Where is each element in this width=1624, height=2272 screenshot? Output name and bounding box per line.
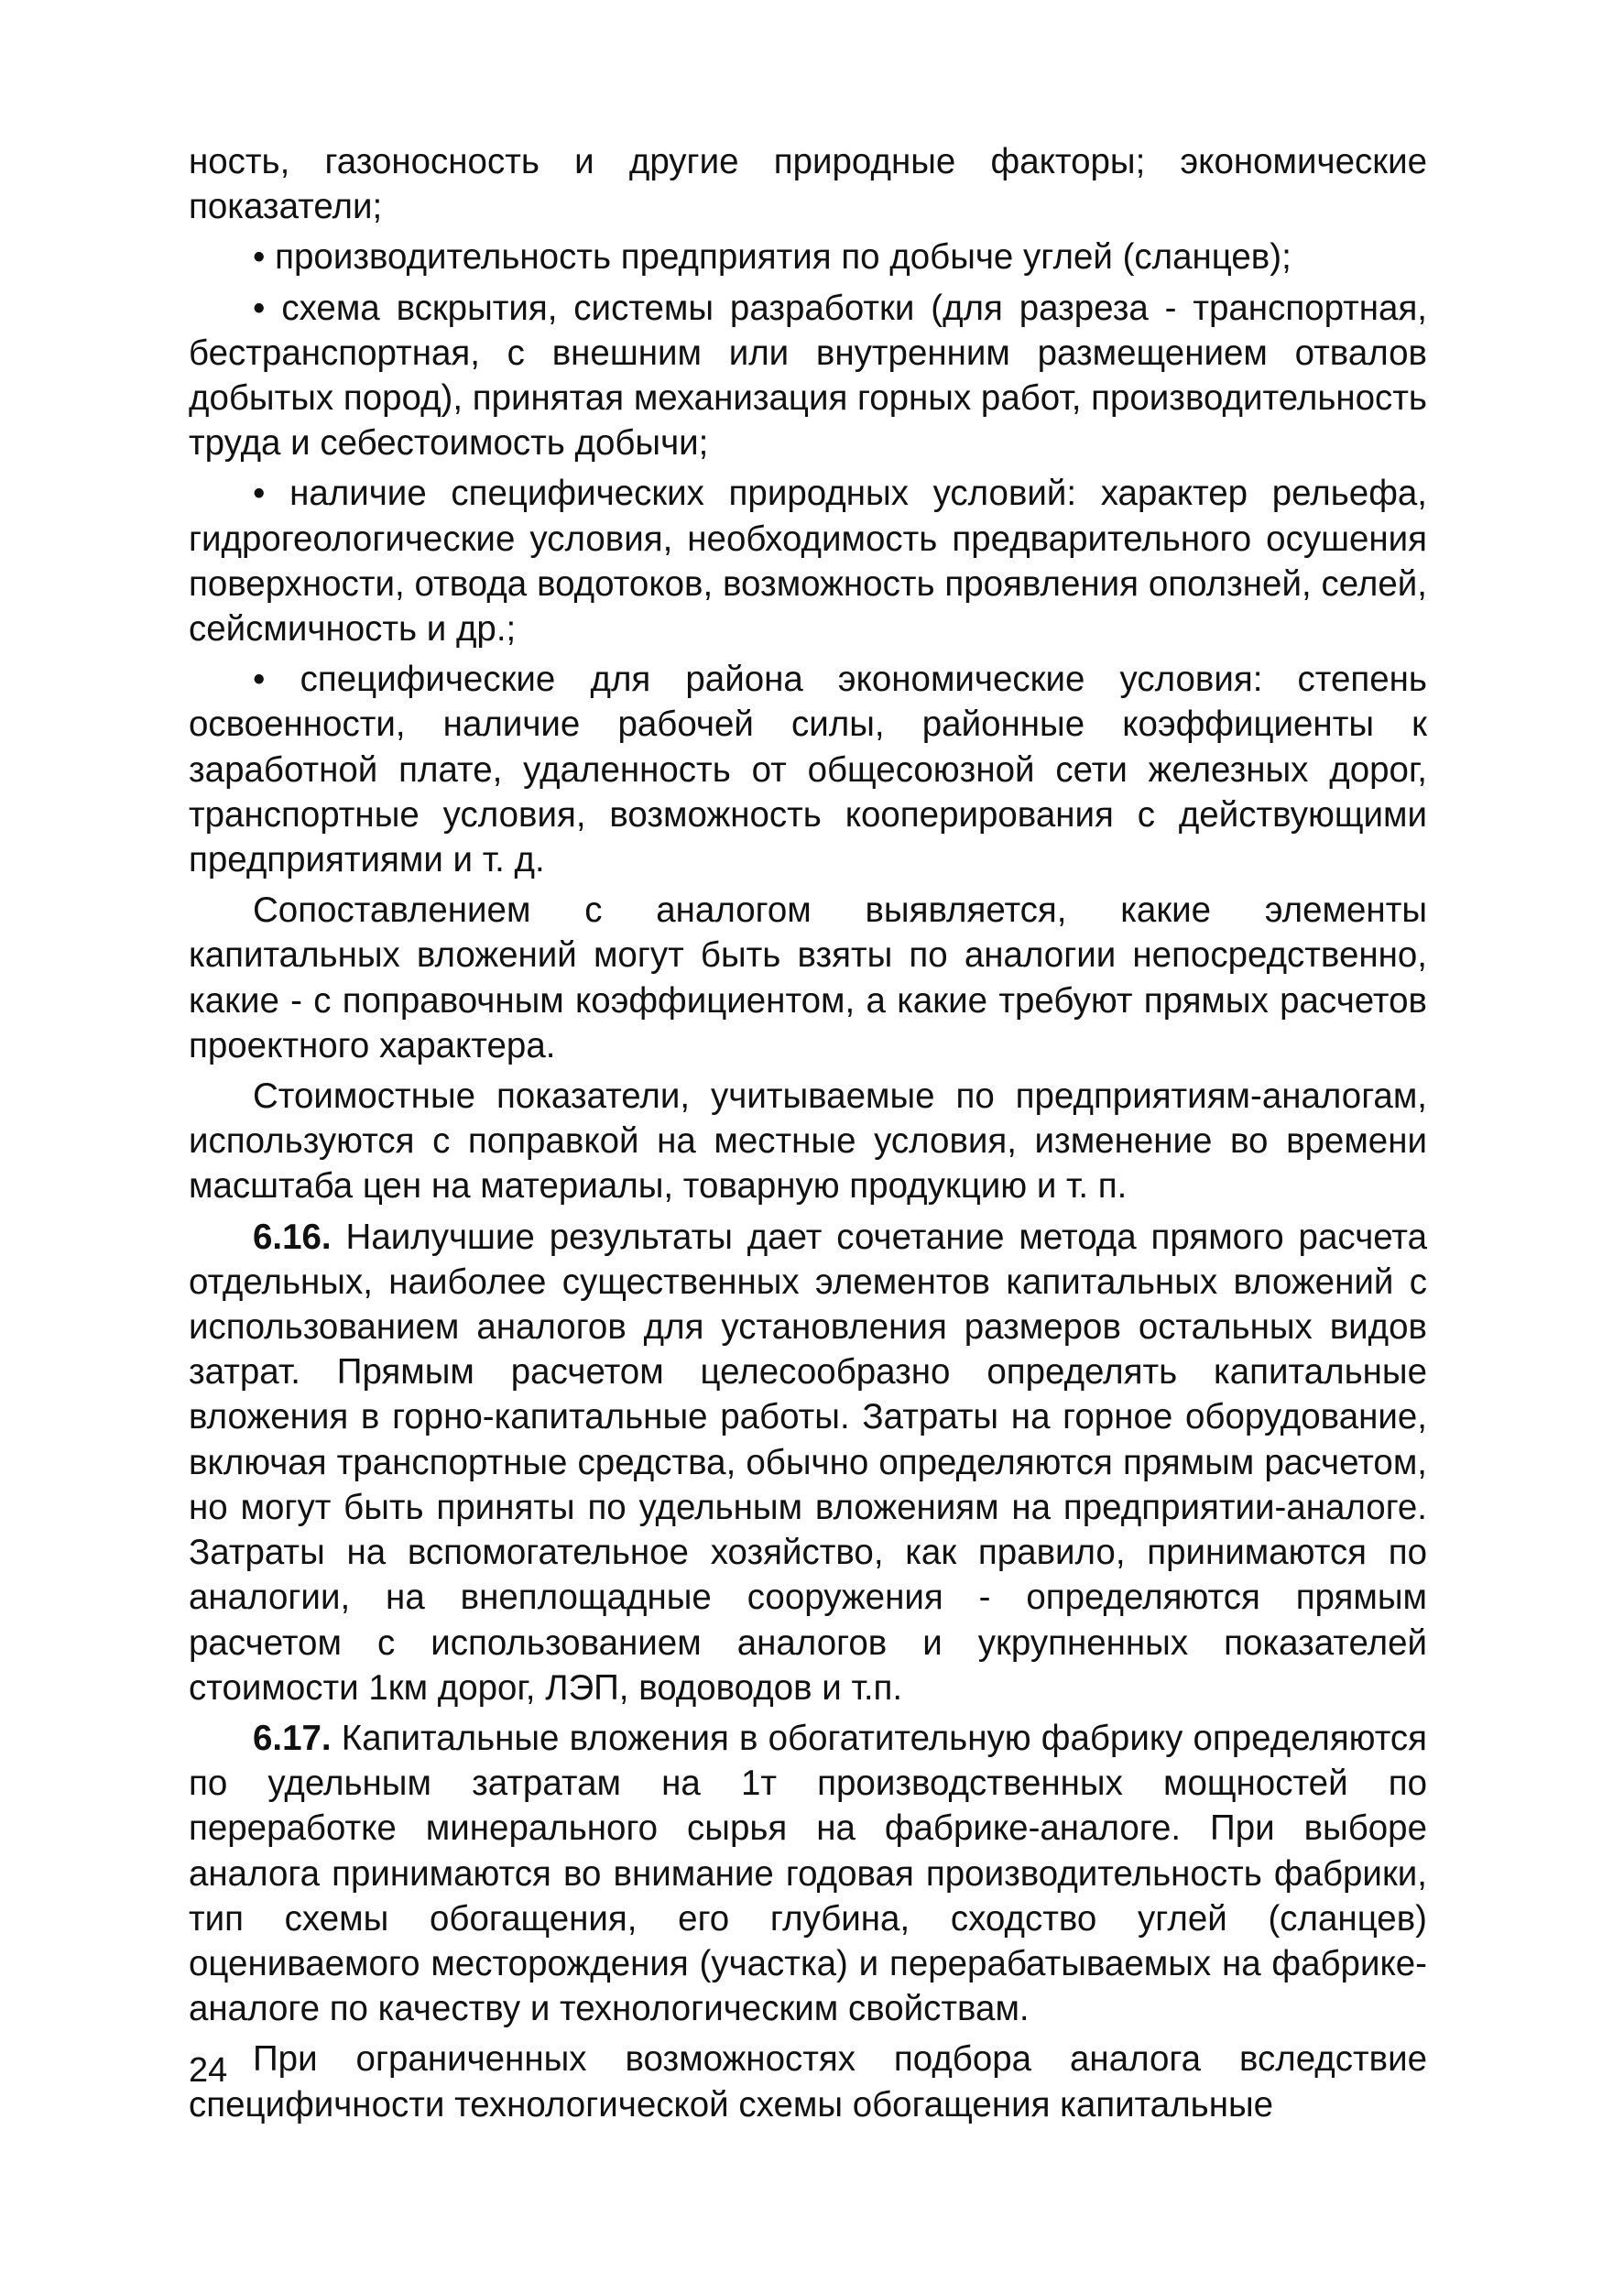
section-6-16 (189, 1215, 1427, 1710)
section-6-17 (189, 1716, 1427, 2031)
paragraph-text: Сопоставлением с аналогом выявляется, какие элементы капитальных вложений могут быть взяты по аналогии непосредственно, какие - с поправочным коэффициентом, а какие требуют прямых расчетов проектного характера. (189, 890, 1427, 1065)
paragraph-text: • специфические для района экономические условия: степень освоенности, наличие рабочей силы, районные коэффициенты к заработной плате, удаленность от общесоюзной сети железных дорог, транспортные условия, возможность кооперирования с действующими предприятиями и т. д. (189, 660, 1427, 880)
page-number: 24 (189, 2051, 228, 2090)
paragraph-analog-comparison (189, 888, 1427, 1068)
paragraph-text: ность, газоносность и другие природные факторы; экономические показатели; (189, 142, 1427, 227)
paragraph-text: При ограниченных возможностях подбора аналога вследствие специфичности технологической схемы обогащения капитальные (189, 2039, 1427, 2125)
paragraph-text: • схема вскрытия, системы разработки (для разреза - транспортная, бестранспортная, с внешним или внутренним размещением отвалов добытых пород), принятая механизация горных работ, производительность труда и себестоимость добычи; (189, 288, 1427, 464)
bullet-item-productivity (189, 235, 1427, 279)
paragraph-text: • наличие специфических природных условий: характер рельефа, гидрогеологические условия, необходимость предварительного осушения поверхности, отвода водотоков, возможность проявления оползней, селей, сейсмичность и др.; (189, 474, 1427, 650)
bullet-item-natural-conditions (189, 471, 1427, 651)
paragraph-text: Стоимостные показатели, учитываемые по предприятиям-аналогам, используются с поправкой на местные условия, изменение во времени масштаба цен на материалы, товарную продукцию и т. п. (189, 1076, 1427, 1207)
paragraph-text: Наилучшие результаты дает сочетание метода прямого расчета отдельных, наиболее существенных элементов капитальных вложений с использованием аналогов для установления размеров остальных видов затрат. Прямым расчетом целесообразно определять капитальные вложения в горно-капитальные работы. Затраты на горное оборудование, включая транспортные средства, обычно определяются прямым расчетом, но могут быть приняты по удельным вложениям на предприятии-аналоге. Затраты на вспомогательное хозяйство, как правило, принимаются по аналогии, на внеплощадные сооружения - определяются прямым расчетом с использованием аналогов и укрупненных показателей стоимости 1км дорог, ЛЭП, водоводов и т.п. (189, 1217, 1428, 1708)
paragraph-text: • производительность предприятия по добыче углей (сланцев); (253, 237, 1292, 278)
section-number: 6.17. (253, 1718, 332, 1758)
text-column (189, 139, 1427, 2127)
bullet-item-economic-conditions (189, 657, 1427, 882)
section-number: 6.16. (253, 1217, 332, 1257)
paragraph-limited-analogs (189, 2037, 1427, 2126)
paragraph-continuation (189, 139, 1427, 229)
paragraph-text: Капитальные вложения в обогатительную фабрику определяются по удельным затратам на 1т производственных мощностей по переработке минерального сырья на фабрике-аналоге. При выборе аналога принимаются во внимание годовая производительность фабрики, тип схемы обогащения, его глубина, сходство углей (сланцев) оцениваемого месторождения (участка) и перерабатываемых на фабрике-аналоге по качеству и технологическим свойствам. (189, 1718, 1427, 2029)
paragraph-cost-indicators (189, 1074, 1427, 1209)
bullet-item-mining-scheme (189, 286, 1427, 466)
